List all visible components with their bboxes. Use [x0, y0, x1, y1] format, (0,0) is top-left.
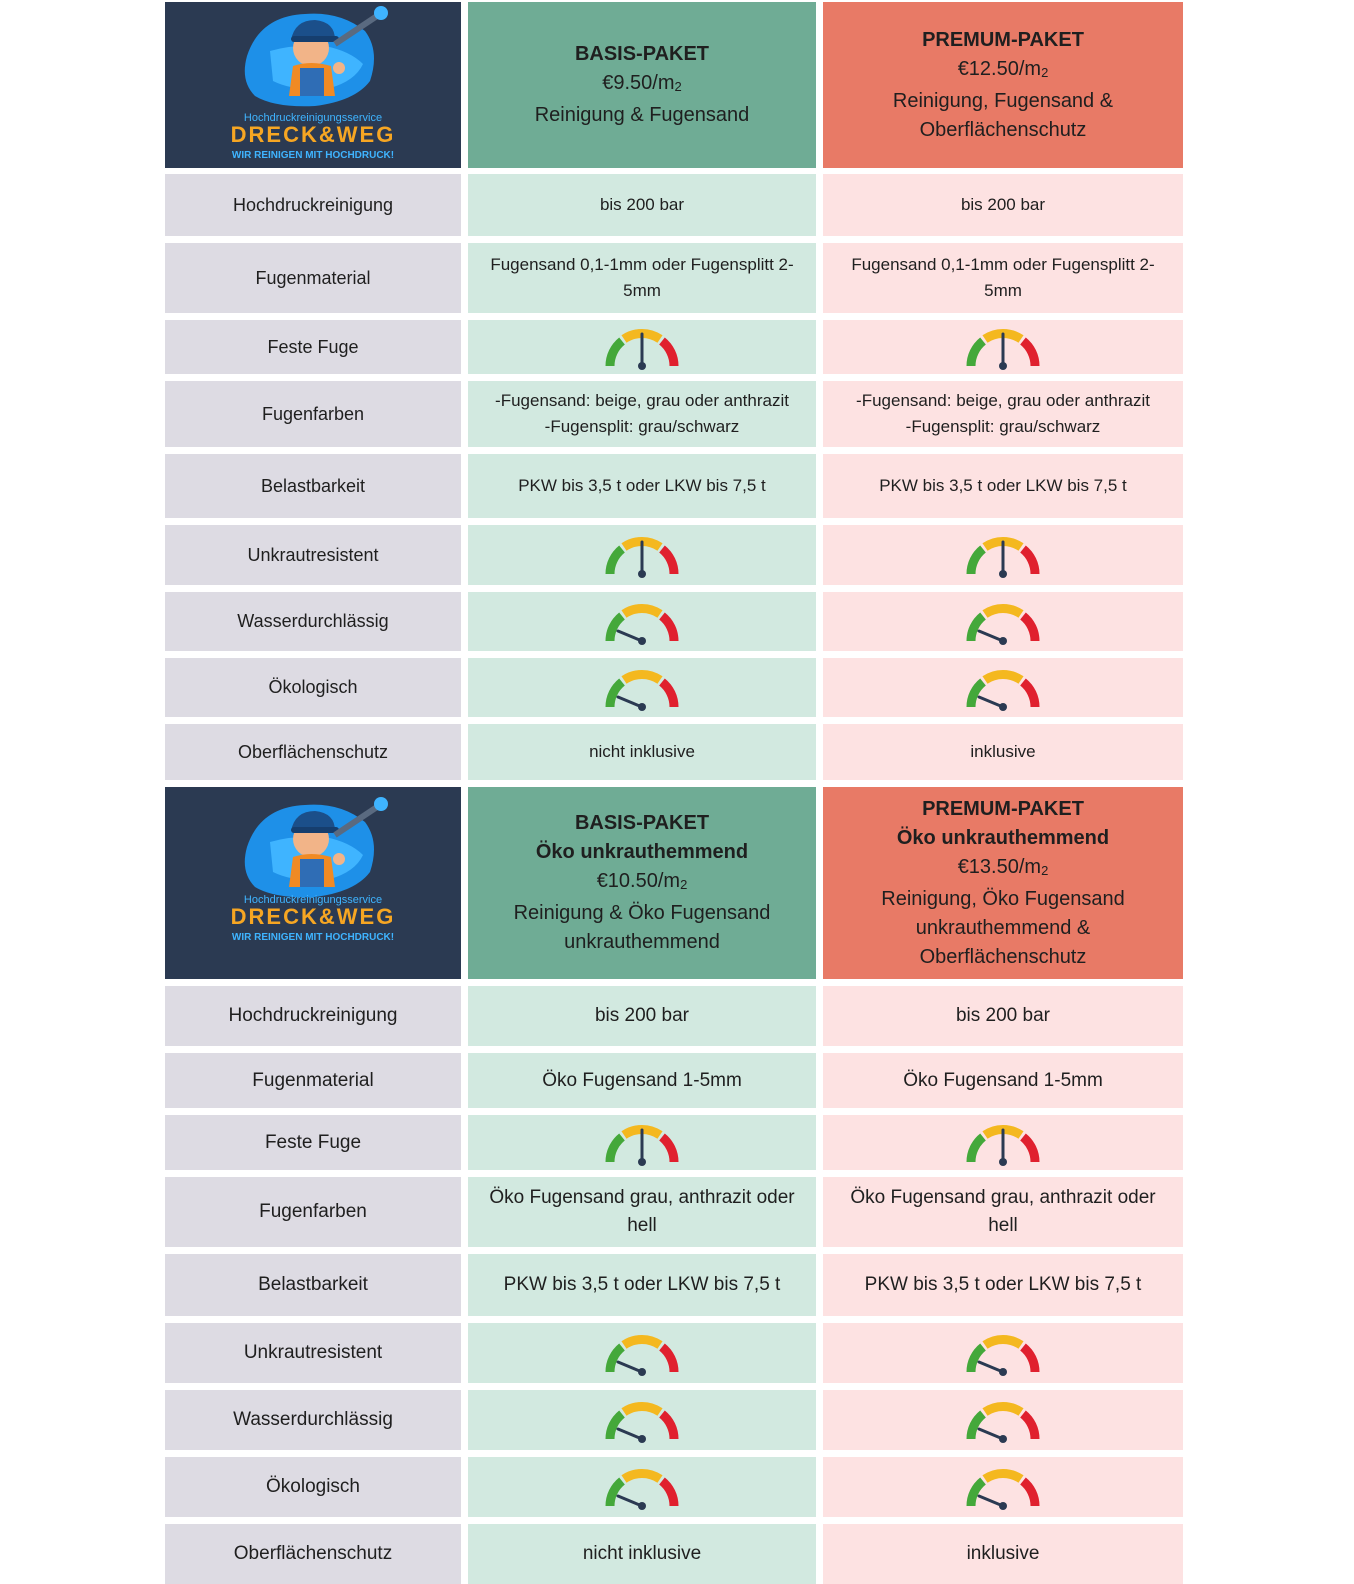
table-row [165, 174, 1183, 236]
table-row [165, 986, 1183, 1046]
premium-eco-subtitle: Öko unkrauthemmend [896, 826, 1110, 849]
premium-desc-line1: Reinigung, Fugensand & [892, 89, 1114, 112]
row-label: Unkrautresistent [165, 525, 461, 585]
brand-name-text: DRECK&WEG [230, 904, 396, 929]
premium-gauge-cell [823, 1457, 1183, 1517]
basis-gauge-cell [468, 525, 816, 585]
table-row [165, 320, 1183, 374]
table-row [165, 525, 1183, 585]
table-row [165, 724, 1183, 780]
premium-eco-desc-line3: Oberflächenschutz [919, 945, 1087, 968]
row-label: Wasserdurchlässig [165, 592, 461, 651]
gauge-hub [638, 1435, 646, 1443]
gauge-icon [963, 322, 1043, 372]
basis-value: Öko Fugensand grau, anthrazit oder hell [468, 1177, 816, 1247]
premium-gauge-cell [823, 592, 1183, 651]
table-row [165, 1254, 1183, 1316]
gauge-icon [602, 1118, 682, 1168]
premium-gauge-cell [823, 658, 1183, 717]
premium-header-cell [823, 2, 1183, 168]
gauge-icon [602, 1395, 682, 1445]
row-label: Ökologisch [165, 1457, 461, 1517]
basis-value: bis 200 bar [468, 986, 816, 1046]
table-row [165, 243, 1183, 313]
row-label: Belastbarkeit [165, 454, 461, 518]
table-row [165, 1524, 1183, 1584]
gauge-icon [963, 1118, 1043, 1168]
gauge-icon [602, 597, 682, 647]
row-label: Fugenfarben [165, 381, 461, 447]
premium-value: Öko Fugensand 1-5mm [823, 1053, 1183, 1108]
basis-title: BASIS-PAKET [574, 43, 710, 65]
gauge-icon [963, 663, 1043, 713]
basis-header-cell [468, 2, 816, 168]
basis-value: bis 200 bar [468, 174, 816, 236]
gauge-icon [602, 1328, 682, 1378]
premium-title: PREMUM-PAKET [922, 28, 1084, 51]
basis-eco-title: BASIS-PAKET [574, 812, 710, 834]
logo-cell [165, 2, 461, 168]
gauge-icon [963, 597, 1043, 647]
section1-header-row [165, 2, 1183, 168]
premium-desc-line2: Oberflächenschutz [919, 118, 1087, 141]
brand-name-text: DRECK&WEG [230, 122, 396, 147]
gauge-hub [638, 637, 646, 645]
gauge-hub [999, 1368, 1007, 1376]
table-row [165, 454, 1183, 518]
logo-cell [165, 787, 461, 979]
premium-value: bis 200 bar [823, 174, 1183, 236]
table-row [165, 1053, 1183, 1108]
premium-gauge-cell [823, 320, 1183, 374]
basis-price: $€9.50/m_2$ [602, 72, 682, 94]
gauge-icon [602, 1462, 682, 1512]
table-row [165, 658, 1183, 717]
basis-gauge-cell [468, 1390, 816, 1450]
premium-value: Öko Fugensand grau, anthrazit oder hell [823, 1177, 1183, 1247]
table-row [165, 1457, 1183, 1517]
basis-gauge-cell [468, 1115, 816, 1170]
premium-value: -Fugensand: beige, grau oder anthrazit -Fugensplit: grau/schwarz [823, 381, 1183, 447]
brand-slogan-text: WIR REINIGEN MIT HOCHDRUCK! [231, 932, 395, 943]
row-label: Fugenmaterial [165, 1053, 461, 1108]
gauge-hub [638, 570, 646, 578]
brand-service-text: Hochdruckreinigungsservice [243, 894, 383, 906]
basis-value: Fugensand 0,1-1mm oder Fugensplitt 2-5mm [468, 243, 816, 313]
gauge-hub [638, 1502, 646, 1510]
gauge-hub [999, 637, 1007, 645]
table-row [165, 592, 1183, 651]
basis-eco-subtitle: Öko unkrauthemmend [535, 841, 749, 863]
row-label: Hochdruckreinigung [165, 174, 461, 236]
basis-value: Öko Fugensand 1-5mm [468, 1053, 816, 1108]
basis-eco-price: $€10.50/m_2$ [596, 870, 688, 892]
basis-gauge-cell [468, 658, 816, 717]
premium-gauge-cell [823, 1323, 1183, 1383]
basis-eco-header-cell [468, 787, 816, 979]
gauge-icon [602, 530, 682, 580]
basis-value: -Fugensand: beige, grau oder anthrazit -Fugensplit: grau/schwarz [468, 381, 816, 447]
row-label: Ökologisch [165, 658, 461, 717]
table-row [165, 381, 1183, 447]
row-label: Unkrautresistent [165, 1323, 461, 1383]
row-label: Feste Fuge [165, 1115, 461, 1170]
premium-value: bis 200 bar [823, 986, 1183, 1046]
row-label: Oberflächenschutz [165, 724, 461, 780]
gauge-hub [638, 1158, 646, 1166]
basis-gauge-cell [468, 320, 816, 374]
premium-value: PKW bis 3,5 t oder LKW bis 7,5 t [823, 1254, 1183, 1316]
gauge-hub [999, 1435, 1007, 1443]
premium-price: $€12.50/m_2$ [957, 57, 1049, 80]
row-label: Hochdruckreinigung [165, 986, 461, 1046]
premium-eco-price: $€13.50/m_2$ [957, 855, 1049, 878]
table-row [165, 1323, 1183, 1383]
gauge-hub [999, 703, 1007, 711]
gauge-icon [602, 663, 682, 713]
basis-gauge-cell [468, 1323, 816, 1383]
gauge-hub [999, 362, 1007, 370]
table-row [165, 1390, 1183, 1450]
gauge-icon [602, 322, 682, 372]
row-label: Wasserdurchlässig [165, 1390, 461, 1450]
company-logo [165, 787, 461, 979]
gauge-hub [638, 1368, 646, 1376]
premium-value: Fugensand 0,1-1mm oder Fugensplitt 2-5mm [823, 243, 1183, 313]
premium-eco-desc-line2: unkrauthemmend & [915, 916, 1091, 939]
gauge-hub [999, 570, 1007, 578]
premium-gauge-cell [823, 525, 1183, 585]
gauge-hub [999, 1158, 1007, 1166]
row-label: Belastbarkeit [165, 1254, 461, 1316]
premium-gauge-cell [823, 1390, 1183, 1450]
premium-eco-desc-line1: Reinigung, Öko Fugensand [881, 887, 1125, 910]
gauge-hub [638, 703, 646, 711]
row-label: Fugenfarben [165, 1177, 461, 1247]
premium-value: inklusive [823, 1524, 1183, 1584]
gauge-icon [963, 1462, 1043, 1512]
basis-value: PKW bis 3,5 t oder LKW bis 7,5 t [468, 1254, 816, 1316]
basis-eco-desc-line2: unkrauthemmend [564, 931, 720, 953]
premium-eco-header-cell [823, 787, 1183, 979]
row-label: Oberflächenschutz [165, 1524, 461, 1584]
gauge-icon [963, 1395, 1043, 1445]
brand-slogan-text: WIR REINIGEN MIT HOCHDRUCK! [231, 150, 395, 161]
brand-service-text: Hochdruckreinigungsservice [243, 112, 383, 124]
table-row [165, 1115, 1183, 1170]
basis-desc: Reinigung & Fugensand [534, 104, 750, 126]
premium-value: PKW bis 3,5 t oder LKW bis 7,5 t [823, 454, 1183, 518]
basis-gauge-cell [468, 1457, 816, 1517]
basis-gauge-cell [468, 592, 816, 651]
row-label: Feste Fuge [165, 320, 461, 374]
premium-eco-title: PREMUM-PAKET [922, 797, 1084, 820]
table-row [165, 1177, 1183, 1247]
premium-value: inklusive [823, 724, 1183, 780]
gauge-hub [999, 1502, 1007, 1510]
company-logo [165, 2, 461, 168]
premium-gauge-cell [823, 1115, 1183, 1170]
basis-value: nicht inklusive [468, 1524, 816, 1584]
section2-header-row [165, 787, 1183, 979]
gauge-icon [963, 530, 1043, 580]
basis-value: nicht inklusive [468, 724, 816, 780]
basis-eco-desc-line1: Reinigung & Öko Fugensand [513, 902, 771, 924]
gauge-icon [963, 1328, 1043, 1378]
gauge-hub [638, 362, 646, 370]
row-label: Fugenmaterial [165, 243, 461, 313]
basis-value: PKW bis 3,5 t oder LKW bis 7,5 t [468, 454, 816, 518]
